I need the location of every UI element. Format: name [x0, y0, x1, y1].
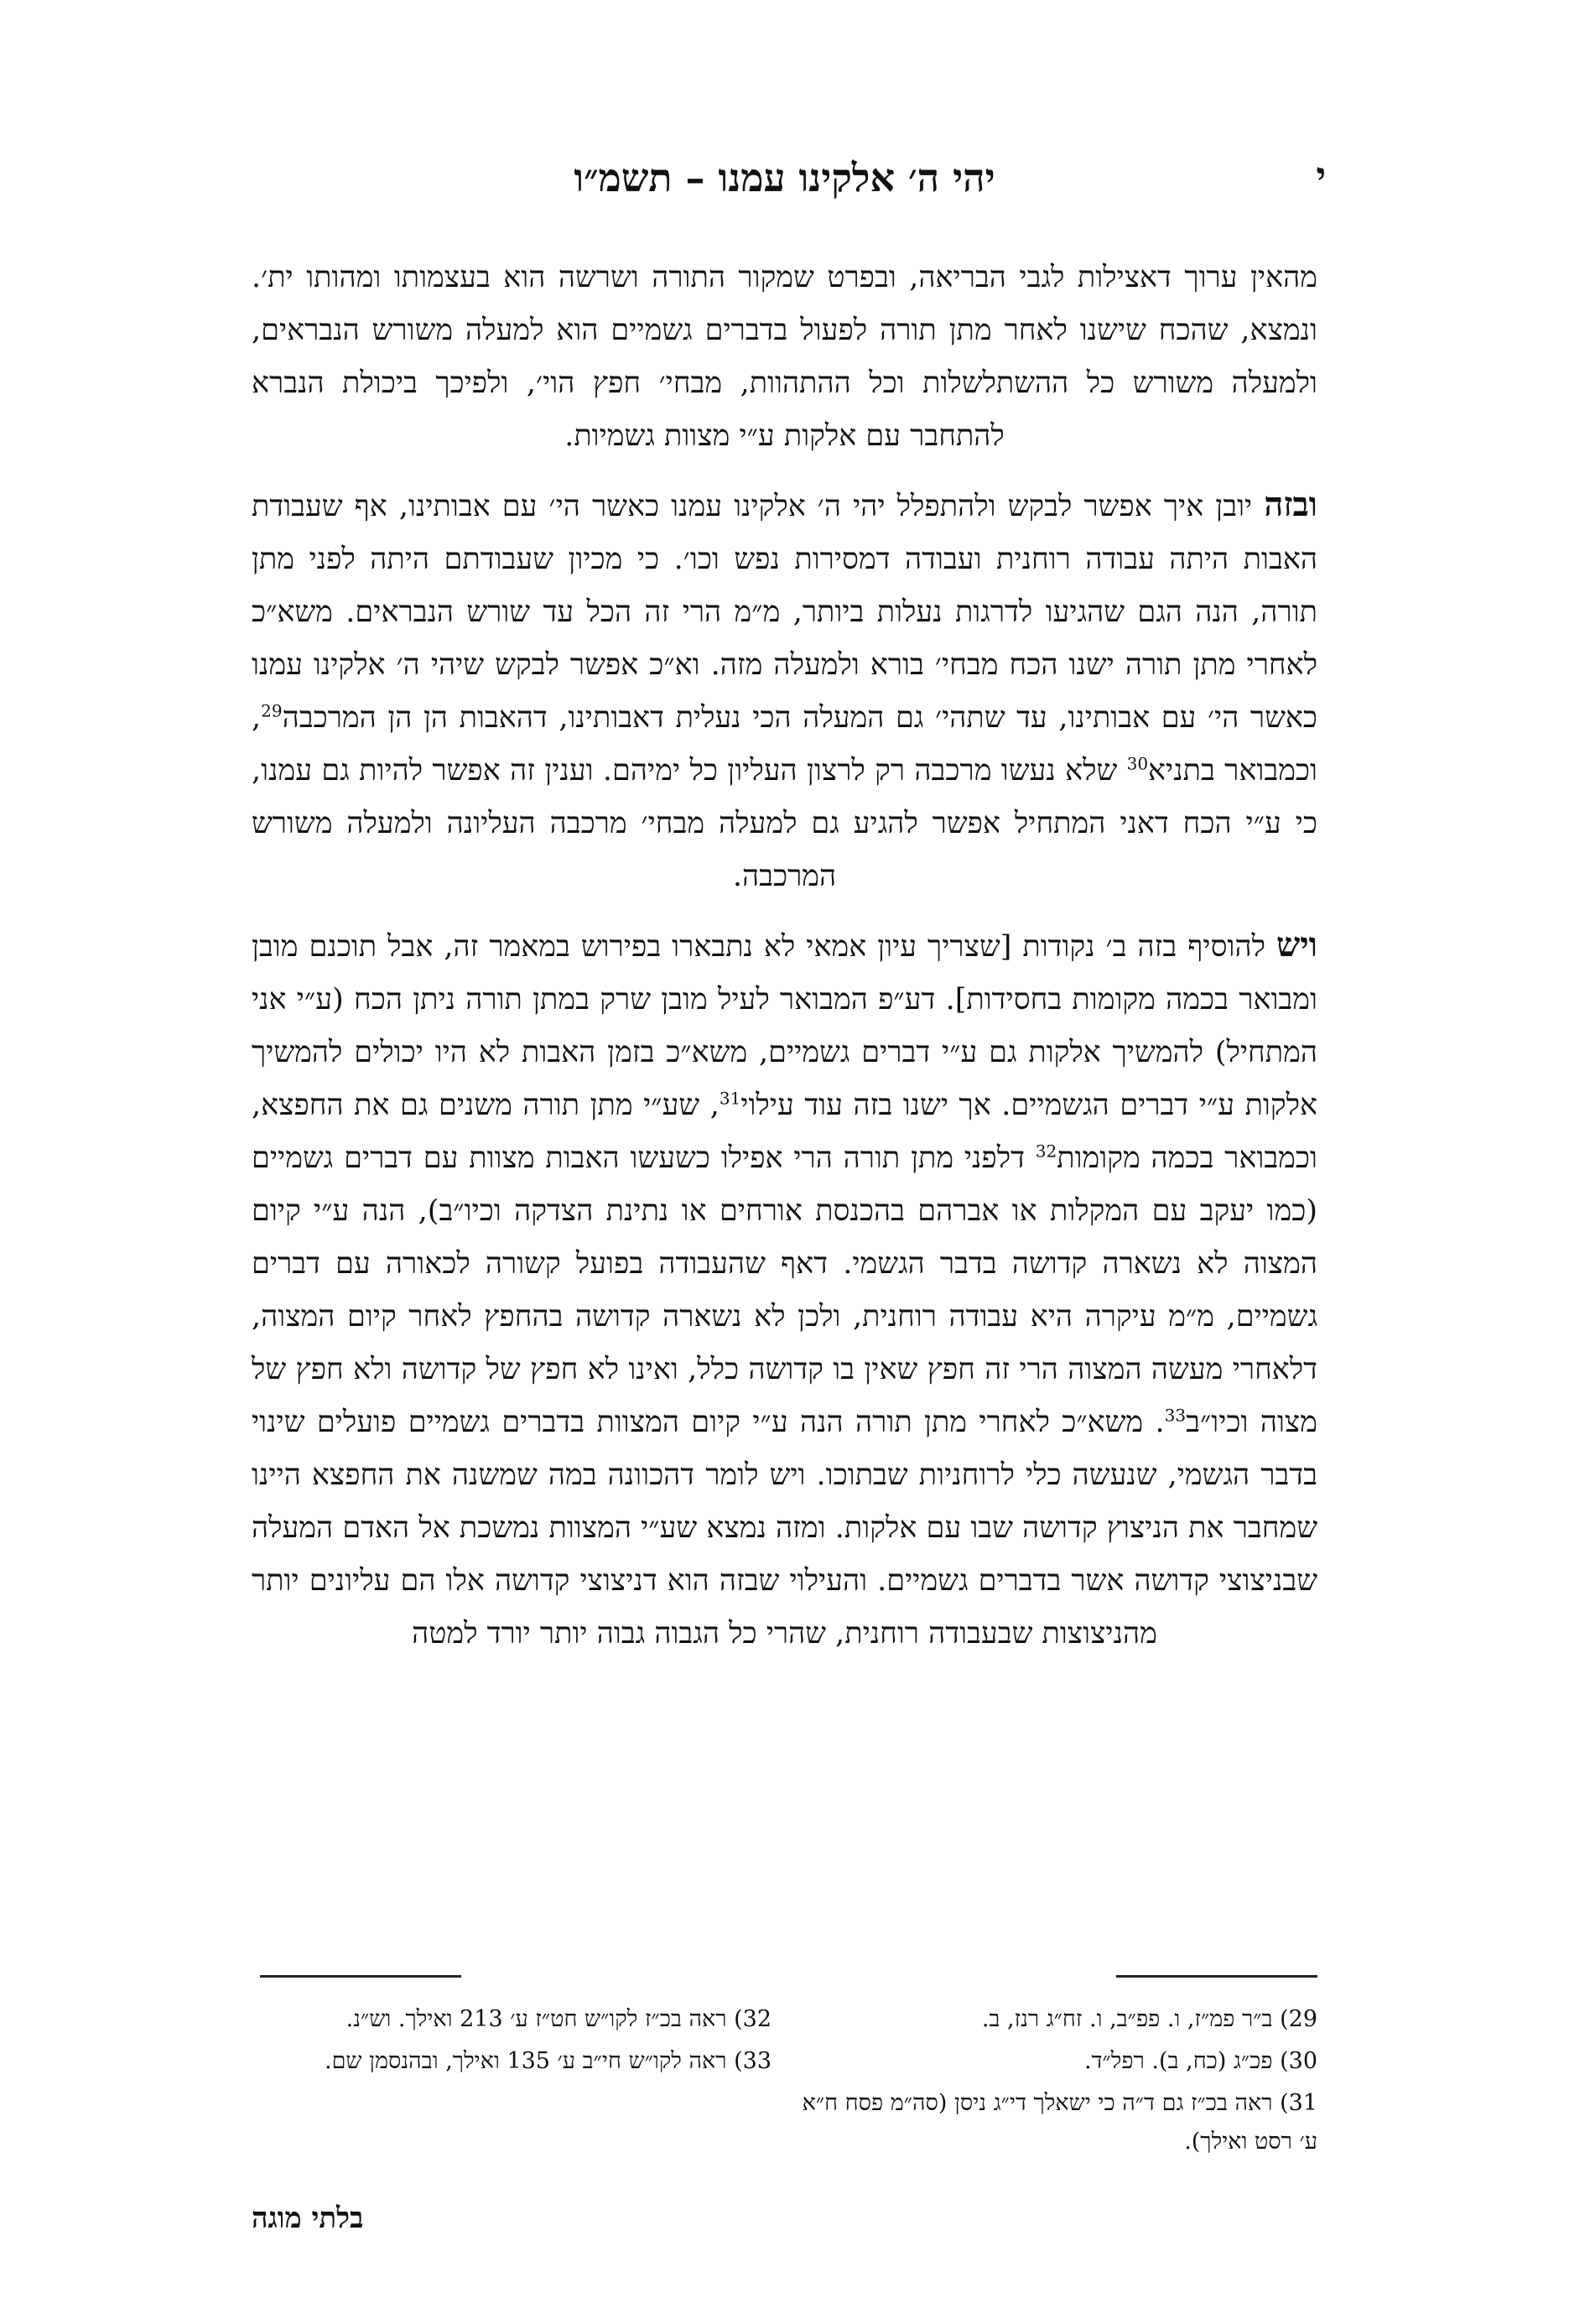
paragraph-text: להוסיף בזה ב׳ נקודות [שצריך עיון אמאי לא נתבארו בפירוש במאמר זה, אבל תוכנם מובן ומבואר בכמה מקומות בחסידות]. דע״פ המבואר לעיל מובן שרק במתן תורה ניתן הכח (ע״י אני המתחיל) להמשיך אלקות גם ע״י דברים גשמיים, משא״כ בזמן האבות לא היו יכולים להמשיך אלקות ע״י דברים הגשמיים. אך ישנו בזה עוד עילוי	[252, 930, 1317, 1122]
paragraph-1	[252, 252, 1317, 463]
footnote: 31) ראה בכ״ז גם ד״ה כי ישאלך די״ג ניסן (סה״מ פסח ח״א ע׳ רסט ואילך).	[802, 2090, 1317, 2155]
paragraph-text: , וכמבואר בתניא	[252, 701, 1317, 788]
main-text	[252, 252, 1317, 1676]
paragraph-lead-word: ובזה	[1264, 485, 1317, 524]
footnote-ref: 30	[1126, 753, 1149, 774]
footnote: 29) ב״ר פמ״ז, ו. פפ״ב, ו. זח״ג רנז, ב.	[981, 2006, 1317, 2032]
footnote-ref: 31	[719, 1088, 741, 1109]
paragraph-text: דלפני מתן תורה הרי אפילו כשעשו האבות מצוות עם דברים גשמיים (כמו יעקב עם המקלות או אברהם בהכנסת אורחים או נתינת הצדקה וכיו״ב), הנה ע״י קיום המצוה לא נשארה קדושה בדבר הגשמי. דאף שהעבודה בפועל קשורה לכאורה עם דברים גשמיים, מ״מ עיקרה היא עבודה רוחנית, ולכן לא נשארה קדושה בהחפץ לאחר קיום המצוה, דלאחרי מעשה המצוה הרי זה חפץ שאין בו קדושה כלל, ואינו לא חפץ של קדושה ולא חפץ של מצוה וכיו״ב	[252, 1141, 1318, 1439]
footnotes-right-column	[797, 2000, 1317, 2165]
footnote: 30) פכ״ג (כח, ב). רפל״ד.	[1083, 2048, 1317, 2074]
footnote-divider-right	[1116, 1975, 1317, 1978]
footnote: 33) ראה לקו״ש חי״ב ע׳ 135 ואילך, ובהנסמן שם.	[325, 2048, 772, 2074]
paragraph-text: מהאין ערוך דאצילות לגבי הבריאה, ובפרט שמקור התורה ושרשה הוא בעצמותו ומהותו ית׳. ונמצא, שהכח שישנו לאחר מתן תורה לפעול בדברים גשמיים הוא למעלה משורש הנבראים, ולמעלה משורש כל ההשתלשלות וכל ההתהוות, מבחי׳ חפץ הוי׳, ולפיכך ביכולת הנברא להתחבר עם אלקות ע״י מצוות גשמיות.	[252, 261, 1317, 453]
paragraph-lead-word: ויש	[1275, 925, 1317, 964]
page-number: י	[1316, 155, 1326, 198]
footnote-ref: 33	[1164, 1405, 1187, 1426]
footnote: 32) ראה בכ״ז לקו״ש חט״ז ע׳ 213 ואילך. וש״נ.	[345, 2006, 772, 2032]
paragraph-text: שלא נעשו מרכבה רק לרצון העליון כל ימיהם. וענין זה אפשר להיות גם עמנו, כי ע״י הכח דאני המתחיל אפשר להגיע גם למעלה מבחי׳ מרכבה העליונה ולמעלה משורש המרכבה.	[252, 754, 1317, 893]
paragraph-text: יובן איך אפשר לבקש ולהתפלל יהי ה׳ אלקינו עמנו כאשר הי׳ עם אבותינו, אף שעבודת האבות היתה עבודה רוחנית ועבודה דמסירות נפש וכו׳. כי מכיון שעבודתם היתה לפני מתן תורה, הנה הגם שהגיעו לדרגות נעלות ביותר, מ״מ הרי זה הכל עד שורש הנבראים. משא״כ לאחרי מתן תורה ישנו הכח מבחי׳ בורא ולמעלה מזה. וא״כ אפשר לבקש שיהי ה׳ אלקינו עמנו כאשר הי׳ עם אבותינו, עד שתהי׳ גם המעלה הכי נעלית דאבותינו, דהאבות הן הן המרכבה	[252, 490, 1317, 735]
footnotes-left-column	[252, 2000, 772, 2084]
footnote-divider-left	[260, 1975, 461, 1978]
footer-note: בלתי מוגה	[252, 2202, 364, 2235]
paragraph-text: , שע״י מתן תורה משנים גם את החפצא, וכמבואר בכמה מקומות	[252, 1089, 1317, 1175]
running-title: יהי ה׳ אלקינו עמנו – תשמ״ו	[574, 155, 995, 200]
page-header	[243, 155, 1326, 214]
paragraph-3	[252, 918, 1317, 1661]
footnote-ref: 29	[261, 700, 283, 721]
footnote-ref: 32	[1035, 1141, 1057, 1162]
paragraph-2	[252, 478, 1317, 903]
paragraph-text: . משא״כ לאחרי מתן תורה הנה ע״י קיום המצוות בדברים גשמיים פועלים שינוי בדבר הגשמי, שנעשה כלי לרוחניות שבתוכו. ויש לומר דהכוונה במה שמשנה את החפצא היינו שמחבר את הניצוץ קדושה שבו עם אלקות. ומזה נמצא שע״י המצוות נמשכת אל האדם המעלה שבניצוצי קדושה אשר בדברים גשמיים. והעילוי שבזה הוא דניצוצי קדושה אלו הם עליונים יותר מהניצוצות שבעבודה רוחנית, שהרי כל הגבוה גבוה יותר יורד למטה	[252, 1406, 1317, 1651]
